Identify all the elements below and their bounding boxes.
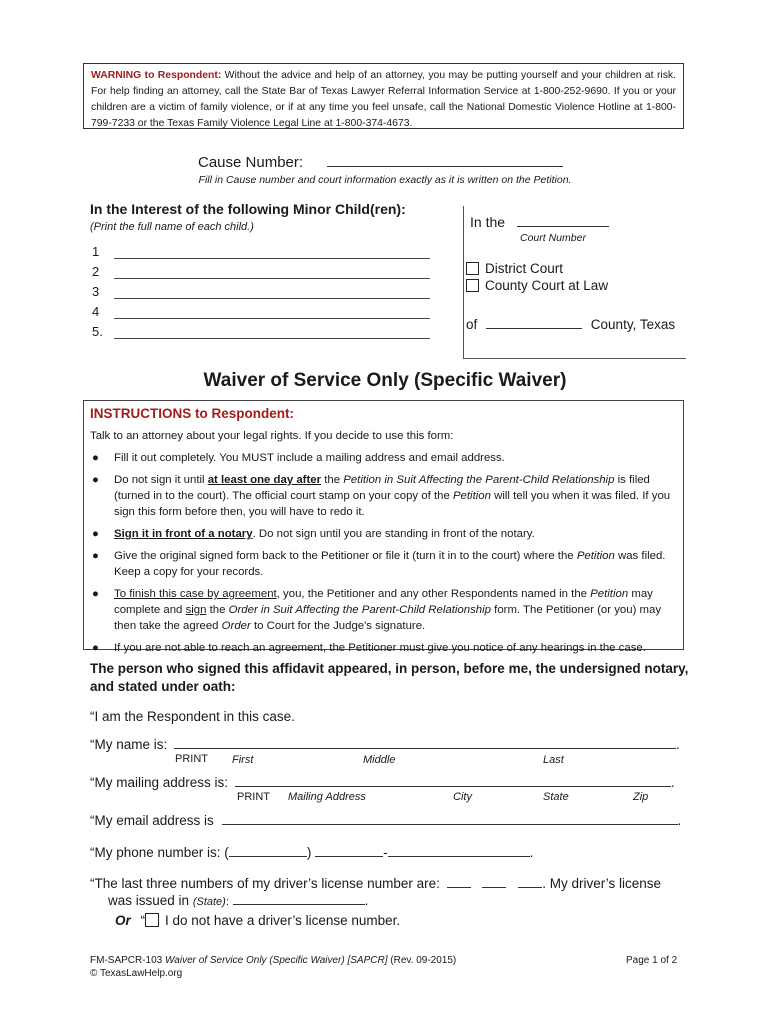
county-court-option[interactable] xyxy=(466,278,608,293)
license-state-field[interactable] xyxy=(233,904,365,905)
child-number: 1 xyxy=(92,244,100,259)
instruction-text: Do not sign it until xyxy=(114,474,208,486)
bullet-icon: ● xyxy=(92,588,99,600)
instruction-text: to Court for the Judge's signature. xyxy=(250,620,426,632)
license-issued-label: was issued in xyxy=(108,893,190,908)
county-court-checkbox[interactable] xyxy=(466,279,479,292)
children-hint: (Print the full name of each child.) xyxy=(90,221,254,233)
instruction-text: Fill it out completely. You MUST include a mailing address and email address. xyxy=(114,452,505,464)
child-name-field[interactable] xyxy=(114,324,430,339)
page-number: Page 1 of 2 xyxy=(626,955,678,966)
affidavit-statement: The person who signed this affidavit appeared, in person, before me, the undersigned notary, and stated under oath: xyxy=(90,661,689,694)
form-name: Waiver of Service Only (Specific Waiver) [SAPCR] xyxy=(165,955,388,966)
warning-label: WARNING to Respondent: xyxy=(91,70,222,81)
child-name-field[interactable] xyxy=(114,244,430,259)
phone-line-field[interactable] xyxy=(388,856,530,857)
child-row-4 xyxy=(92,302,430,322)
name-row: “My name is: . xyxy=(90,737,680,752)
child-row-2 xyxy=(92,262,430,282)
footer-left xyxy=(90,954,456,980)
of-label: of xyxy=(466,317,478,332)
bullet-icon: ● xyxy=(92,452,99,464)
bullet-icon: ● xyxy=(92,528,99,540)
phone-dash: - xyxy=(383,845,388,860)
phone-paren: ) xyxy=(306,845,312,860)
name-print-caption: PRINT xyxy=(175,753,208,765)
instruction-underlined: To finish this case by agreement xyxy=(114,588,277,600)
phone-row: “My phone number is: ( ) - . xyxy=(90,845,534,860)
instructions-intro: Talk to an attorney about your legal rights. If you decide to use this form: xyxy=(90,430,454,442)
name-first-caption: First xyxy=(232,754,254,766)
site-credit: © TexasLawHelp.org xyxy=(90,968,183,979)
phone-label: “My phone number is: ( xyxy=(90,845,229,860)
county-name-field[interactable] xyxy=(486,328,582,329)
instruction-text: . Do not sign until you are standing in front of the notary. xyxy=(252,528,535,540)
instruction-italic: Order in Suit Affecting the Parent-Child Relationship xyxy=(228,604,491,616)
email-row: “My email address is . xyxy=(90,813,682,828)
court-in-the-row xyxy=(470,214,609,230)
no-license-label: I do not have a driver’s license number. xyxy=(165,913,401,928)
license-colon: : xyxy=(225,896,229,908)
district-court-option[interactable] xyxy=(466,261,563,276)
instruction-item xyxy=(90,472,678,520)
phone-area-code-field[interactable] xyxy=(229,856,307,857)
form-revision: (Rev. 09-2015) xyxy=(390,955,457,966)
child-number: 2 xyxy=(92,264,100,279)
cause-number-field[interactable] xyxy=(327,166,563,167)
cause-number-row xyxy=(198,154,563,171)
instruction-text: will tell you when it was filed. If you sign this form before then, you will have to redo it. xyxy=(114,490,671,518)
child-name-field[interactable] xyxy=(114,304,430,319)
instruction-text: form. The Petitioner (or you) may then take the agreed xyxy=(114,604,662,632)
name-middle-caption: Middle xyxy=(363,754,396,766)
county-court-label: County Court at Law xyxy=(485,278,609,293)
license-label: “The last three numbers of my driver’s license number are: xyxy=(90,876,440,891)
instruction-item xyxy=(90,450,678,466)
instructions-box xyxy=(83,400,684,654)
instruction-item xyxy=(90,586,678,634)
child-row-3 xyxy=(92,282,430,302)
form-code: FM-SAPCR-103 xyxy=(90,955,163,966)
district-court-label: District Court xyxy=(485,261,564,276)
child-name-field[interactable] xyxy=(114,264,430,279)
address-print-caption: PRINT xyxy=(237,791,270,803)
instruction-italic: Order xyxy=(221,620,251,632)
instruction-emphasis: at least one day after xyxy=(207,474,322,486)
address-field[interactable] xyxy=(235,786,671,787)
license-digit-2[interactable] xyxy=(482,887,506,888)
instruction-italic: Petition in Suit Affecting the Parent-Child Relationship xyxy=(343,474,615,486)
license-state-caption: (State) xyxy=(192,896,226,908)
instruction-italic: Petition xyxy=(452,490,491,502)
no-license-row xyxy=(115,913,400,928)
instruction-text: is filed (turned in to the court). The official court stamp on your copy of the xyxy=(114,474,650,502)
instruction-text: , you, the Petitioner and any other Respondents named in the xyxy=(276,588,591,600)
page-title: Waiver of Service Only (Specific Waiver) xyxy=(203,370,567,391)
quote-mark: “ xyxy=(140,913,146,928)
instruction-text: was filed. Keep a copy for your records. xyxy=(114,550,666,578)
instructions-body xyxy=(90,428,678,656)
bullet-icon: ● xyxy=(92,550,99,562)
instruction-text: If you are not able to reach an agreement, the Petitioner must give you notice of any hearings in the case. xyxy=(114,642,646,654)
cause-hint: Fill in Cause number and court information exactly as it is written on the Petition. xyxy=(198,174,572,186)
county-row xyxy=(466,317,675,332)
email-field[interactable] xyxy=(222,824,678,825)
bullet-icon: ● xyxy=(92,642,99,654)
instruction-underlined: sign xyxy=(185,604,207,616)
address-label: “My mailing address is: xyxy=(90,775,229,790)
court-number-field[interactable] xyxy=(517,226,609,227)
warning-box xyxy=(83,63,684,129)
child-number: 3 xyxy=(92,284,100,299)
instruction-italic: Petition xyxy=(590,588,629,600)
license-state-row: was issued in (State): . xyxy=(108,893,369,908)
no-license-checkbox[interactable] xyxy=(145,913,159,927)
child-number: 4 xyxy=(92,304,100,319)
instruction-item xyxy=(90,548,678,580)
instruction-italic: Petition xyxy=(576,550,615,562)
court-number-caption: Court Number xyxy=(520,232,586,244)
name-label: “My name is: xyxy=(90,737,168,752)
instruction-text: the xyxy=(206,604,229,616)
phone-prefix-field[interactable] xyxy=(315,856,383,857)
children-list xyxy=(92,242,430,342)
license-row xyxy=(90,876,661,891)
child-number: 5. xyxy=(92,324,103,339)
instructions-heading: INSTRUCTIONS to Respondent: xyxy=(90,406,294,421)
instruction-text: the xyxy=(321,474,344,486)
name-last-caption: Last xyxy=(543,754,564,766)
respondent-statement: “I am the Respondent in this case. xyxy=(90,709,295,724)
district-court-checkbox[interactable] xyxy=(466,262,479,275)
in-the-label: In the xyxy=(470,214,506,230)
warning-text: Without the advice and help of an attorney, you may be putting yourself and your children at risk. For help finding an attorney, call the State Bar of Texas Lawyer Referral Information Service at 1-800-252-9690. If you or your children are a victim of family violence, or if at any time you feel unsafe, call the National Domestic Violence Hotline at 1-800-799-7233 or the Texas Family Violence Legal Line at 1-800-374-4673. xyxy=(91,70,676,129)
child-row-5 xyxy=(92,322,430,342)
instruction-item xyxy=(90,640,678,656)
instruction-emphasis: Sign it in front of a notary xyxy=(114,528,253,540)
children-heading: In the Interest of the following Minor Child(ren): xyxy=(90,201,406,217)
address-city-caption: City xyxy=(453,791,472,803)
bullet-icon: ● xyxy=(92,474,99,486)
name-field[interactable] xyxy=(174,748,676,749)
license-digit-3[interactable] xyxy=(518,887,542,888)
child-row-1 xyxy=(92,242,430,262)
address-mailing-caption: Mailing Address xyxy=(288,791,366,803)
instruction-text: may complete and xyxy=(114,588,653,616)
or-label: Or xyxy=(115,913,131,928)
instruction-item xyxy=(90,526,678,542)
county-texas-label: County, Texas xyxy=(590,317,676,332)
license-digit-1[interactable] xyxy=(447,887,471,888)
license-after-text: . My driver’s license xyxy=(542,876,661,891)
instruction-text: Give the original signed form back to the Petitioner or file it (turn it in to the court) where the xyxy=(114,550,577,562)
address-zip-caption: Zip xyxy=(633,791,649,803)
address-state-caption: State xyxy=(543,791,569,803)
cause-number-label: Cause Number: xyxy=(198,154,304,171)
address-row: “My mailing address is: . xyxy=(90,775,675,790)
email-label: “My email address is xyxy=(90,813,214,828)
child-name-field[interactable] xyxy=(114,284,430,299)
